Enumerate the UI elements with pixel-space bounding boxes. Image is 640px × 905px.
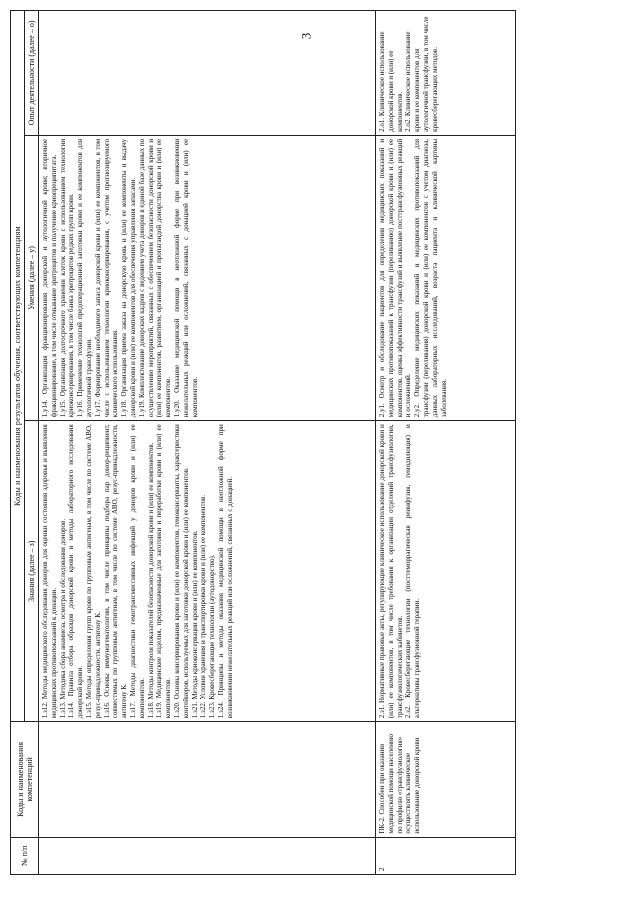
cell-entry: 1.з18. Методы контроля показателей безопасности донорской крови и (или) ее компонентов.: [146, 442, 155, 719]
row2-num: 2: [376, 837, 516, 874]
cell-entry: 2.о1. Клиническое использование донорской крови и (или) ее компонентов.: [378, 31, 404, 132]
cell-entry: 1.з14. Правила отбора образцов донорской крови и методы лабораторного исследования донорской крови.: [67, 424, 85, 719]
row2-knowledge: [376, 421, 516, 722]
cell-entry: 1.у15. Организация долгосрочного хранения клеток крови с использованием технологии криоконсервирования, в том числе банка эритроцитов редких групп крови.: [58, 138, 76, 418]
cell-entry: 1.з22. Условия хранения и транспортировки крови и (или) ее компонентов.: [199, 494, 208, 719]
cell-entry: 2.у1. Осмотр и обследование пациентов для определения медицинских показаний и медицинских противопоказаний к трансфузии (переливанию) донорской крови и (или) ее компонентов, оценка эффективности трансфузий и выявление посттрансфузионных реакций и осложнений.: [378, 138, 413, 418]
page-number: 3: [298, 32, 314, 40]
cell-entry: 1.з24. Принципы и методы оказания медицинской помощи в неотложной форме при возникновении нежелательных реакций или осложнений, связанных с донацией.: [216, 424, 234, 719]
row1-experience: [39, 11, 376, 136]
cell-entry: 1.з19. Медицинские изделия, предназначенные для заготовки и переработки крови и (или) ее компонентов.: [155, 424, 173, 719]
header-skills: Умения (далее – у): [25, 135, 39, 420]
cell-entry: 1.у19. Комплектование донорских кадров с ведением учета доноров в единой базе данных по осуществлению мероприятий, связанных с обеспечением безопасности донорской крови и (или) ее компонентов, развитием, организацией и пропагандой донорства крови и (или) ее компонентов.: [137, 138, 173, 418]
table-row: [39, 11, 376, 875]
rotated-table-container: [10, 10, 615, 875]
header-group: Коды и наименования результатов обучения, соответствующих компетенциям: [11, 11, 25, 722]
header-codes: Коды и наименования компетенций: [11, 722, 39, 837]
cell-entry: 2.у2. Определение медицинских показаний и медицинских противопоказаний для трансфузии (переливания) донорской крови и (или) ее компонентов с учетом диагноза, данных лабораторных исследований, возраста пациента и клинической картины заболевания.: [413, 138, 448, 418]
row2-experience: [376, 11, 516, 136]
row1-knowledge: [39, 421, 376, 722]
header-experience: Опыт деятельности (далее – о): [25, 11, 39, 136]
cell-entry: 1.у20. Оказание медицинской помощи в неотложной форме при возникновении нежелательных реакций или осложнений, связанных с донацией крови и (или) ее компонентов.: [172, 138, 199, 418]
table-row: [376, 11, 516, 875]
row1-code: [39, 722, 376, 837]
cell-entry: 1.з15. Методы определения групп крови по групповым антигенам, в том числе по системе АВО, резус-принадлежности, антигену К.: [84, 424, 102, 719]
header-row-1: [11, 11, 25, 875]
cell-entry: 1.з16. Основы иммуногематологии, в том числе принципы подбора пар донор-реципиент, совместимых по групповым антигенам, в том числе по системе АВО, резус-принадлежности, антигену К.: [102, 424, 129, 719]
cell-entry: 1.у17. Формирование необходимого запаса донорской крови и (или) ее компонентов, в том числе с использованием технологии криоконсервирования, с учетом прогнозируемого клинического использования.: [93, 138, 120, 418]
header-num: № п/п: [11, 837, 39, 874]
cell-entry: 1.з12. Методы медицинского обследования доноров для оценки состояния здоровья и выявления медицинских противопоказаний к донации.: [41, 424, 58, 719]
header-knowledge: Знания (далее – з): [25, 421, 39, 722]
cell-entry: 1.з21. Методы криоконсервации крови и (или) ее компонентов.: [190, 530, 199, 719]
cell-entry: 1.у18. Организация приема заказа на донорскую кровь и (или) ее компоненты и выдачу донорской крови и (или) ее компонентов для обеспечения управления запасами.: [120, 138, 137, 418]
cell-entry: 2.з1. Нормативные правовые акты, регулирующие клиническое использование донорской крови и (или) ее компонентов, в том числе требования к организации отделений трансфузиологии, трансфузиологических кабинетов.: [378, 424, 404, 719]
row1-skills: [39, 135, 376, 420]
row2-skills: [376, 135, 516, 420]
cell-entry: 2.з2. Кровесберегающие технологии (посттеморрагическая реинфузия, гемодилюция) и альтернативы трансфузионной терапии.: [404, 424, 422, 719]
cell-entry: 1.у14. Организация фракционирования донорской и аутологичной крови; вторичное фракционирование, в том числе отмывание эритроцитов и получение криопреципитата.: [41, 138, 58, 418]
row1-num: [39, 837, 376, 874]
cell-entry: 2.о2. Клиническое использование крови и ее компонентов для аутологичной трансфузии, в том числе кровесберегающих методов.: [404, 16, 439, 132]
competence-table: [10, 10, 516, 875]
cell-entry: 1.з17. Методы диагностики гемотрансмиссивных инфекций у доноров крови и (или) ее компонентов.: [128, 424, 146, 719]
cell-entry: 1.у16. Применение технологий предоперационной заготовки крови и ее компонентов для аутологичной трансфузии.: [76, 138, 93, 418]
cell-entry: 1.з20. Основы консервирования крови и (или) ее компонентов, гемоконсерванты, характеристики контейнеров, используемых для заготовки донорской крови и (или) ее компонентов.: [172, 424, 190, 719]
cell-entry: 1.з13. Методика сбора анамнеза, осмотра и обследования доноров.: [58, 518, 67, 719]
cell-entry: 1.з23. Кровесберегающие технологии (аутодонорство).: [208, 554, 217, 719]
row2-code: ПК-2. Способен при оказании медицинской помощи населению по профилю «трансфузиология» осуществлять клиническое использование донорской крови: [376, 722, 516, 837]
